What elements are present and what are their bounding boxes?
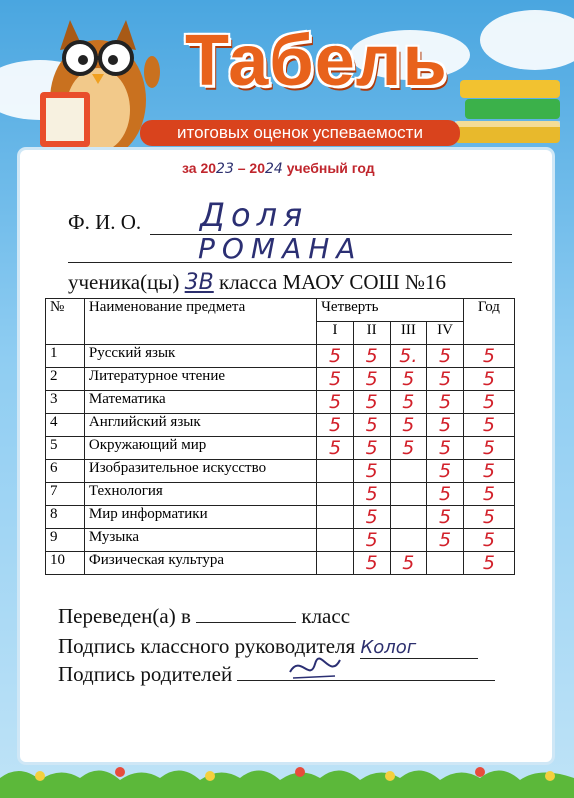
parent-signature-label: Подпись родителей — [58, 662, 233, 686]
academic-year — [182, 160, 375, 177]
grade-q2: 5 — [353, 437, 390, 460]
grade-q2: 5 — [353, 460, 390, 483]
grade-year: 5 — [463, 529, 514, 552]
grade-year: 5 — [463, 368, 514, 391]
books-illustration — [455, 75, 565, 150]
grade-q1 — [317, 529, 354, 552]
grade-q3: 5 — [390, 552, 427, 575]
grade-q3: 5 — [390, 437, 427, 460]
grade-q1 — [317, 460, 354, 483]
grade-q1: 5 — [317, 368, 354, 391]
grade-year: 5 — [463, 414, 514, 437]
transfer-line — [58, 604, 350, 629]
grade-year: 5 — [463, 460, 514, 483]
row-subject: Математика — [84, 391, 316, 414]
transfer-prefix: Переведен(а) в — [58, 604, 191, 628]
year-start: 23 — [216, 161, 234, 177]
header-q4: IV — [427, 322, 464, 345]
table-row — [46, 460, 515, 483]
header-q3: III — [390, 322, 427, 345]
grade-q4: 5 — [427, 529, 464, 552]
grade-q1 — [317, 483, 354, 506]
grade-q1 — [317, 506, 354, 529]
class-prefix: ученика(цы) — [68, 270, 180, 294]
row-num: 4 — [46, 414, 85, 437]
row-num: 10 — [46, 552, 85, 575]
grade-q3 — [390, 529, 427, 552]
table-row — [46, 368, 515, 391]
row-subject: Английский язык — [84, 414, 316, 437]
year-prefix: за 20 — [182, 160, 217, 176]
grade-q2: 5 — [353, 506, 390, 529]
grade-q4: 5 — [427, 345, 464, 368]
parent-signature — [285, 652, 345, 686]
grade-q1: 5 — [317, 391, 354, 414]
class-line — [68, 270, 446, 295]
grade-q4: 5 — [427, 506, 464, 529]
grade-q4: 5 — [427, 391, 464, 414]
subtitle-banner: итоговых оценок успеваемости — [140, 120, 460, 146]
table-row — [46, 506, 515, 529]
header-q1: I — [317, 322, 354, 345]
row-subject: Изобразительное искусство — [84, 460, 316, 483]
grade-q2: 5 — [353, 368, 390, 391]
grade-q3: 5 — [390, 368, 427, 391]
row-num: 8 — [46, 506, 85, 529]
fio-label: Ф. И. О. — [68, 210, 142, 234]
transfer-suffix: класс — [301, 604, 351, 628]
row-subject: Музыка — [84, 529, 316, 552]
teacher-signature-line — [58, 634, 478, 659]
row-num: 1 — [46, 345, 85, 368]
grade-q1: 5 — [317, 345, 354, 368]
row-subject: Окружающий мир — [84, 437, 316, 460]
grade-q1: 5 — [317, 437, 354, 460]
row-subject: Технология — [84, 483, 316, 506]
grade-q4: 5 — [427, 437, 464, 460]
grade-q3: 5 — [390, 414, 427, 437]
table-row — [46, 345, 515, 368]
grade-q4: 5 — [427, 368, 464, 391]
class-value: 3В — [184, 270, 214, 295]
grade-q4: 5 — [427, 483, 464, 506]
year-mid: – 20 — [237, 160, 265, 176]
grade-q3 — [390, 483, 427, 506]
grade-year: 5 — [463, 345, 514, 368]
grade-q2: 5 — [353, 414, 390, 437]
teacher-signature: Колог — [360, 637, 478, 659]
grade-q3: 5 — [390, 391, 427, 414]
year-suffix: учебный год — [286, 160, 375, 176]
table-row — [46, 552, 515, 575]
header-q2: II — [353, 322, 390, 345]
class-suffix: класса МАОУ СОШ №16 — [219, 270, 447, 294]
row-subject: Физическая культура — [84, 552, 316, 575]
owl-illustration — [20, 10, 170, 170]
header-quarter: Четверть — [317, 299, 464, 322]
grades-table — [45, 298, 515, 575]
table-row — [46, 437, 515, 460]
table-header-row — [46, 299, 515, 322]
document-title: Табель — [185, 21, 448, 101]
row-num: 9 — [46, 529, 85, 552]
parent-signature-blank — [237, 680, 495, 681]
student-surname: Доля — [200, 196, 309, 234]
row-subject: Мир информатики — [84, 506, 316, 529]
table-row — [46, 529, 515, 552]
row-num: 3 — [46, 391, 85, 414]
teacher-signature-label: Подпись классного руководителя — [58, 634, 356, 658]
grade-q2: 5 — [353, 345, 390, 368]
transfer-blank — [196, 622, 296, 623]
cloud — [480, 10, 574, 70]
row-num: 5 — [46, 437, 85, 460]
row-num: 7 — [46, 483, 85, 506]
grade-q3: 5. — [390, 345, 427, 368]
year-end: 24 — [265, 161, 283, 177]
grade-q2: 5 — [353, 483, 390, 506]
grade-year: 5 — [463, 552, 514, 575]
grade-q4 — [427, 552, 464, 575]
grade-year: 5 — [463, 483, 514, 506]
header-year: Год — [463, 299, 514, 345]
grade-q2: 5 — [353, 552, 390, 575]
table-row — [46, 414, 515, 437]
student-name: РОМАНА — [198, 232, 363, 265]
grade-q1 — [317, 552, 354, 575]
grade-year: 5 — [463, 437, 514, 460]
grade-q3 — [390, 460, 427, 483]
grade-year: 5 — [463, 506, 514, 529]
grade-q4: 5 — [427, 414, 464, 437]
header-num: № — [46, 299, 85, 345]
row-num: 6 — [46, 460, 85, 483]
grade-year: 5 — [463, 391, 514, 414]
grass-decoration — [0, 758, 574, 798]
grade-q2: 5 — [353, 391, 390, 414]
grade-q1: 5 — [317, 414, 354, 437]
row-num: 2 — [46, 368, 85, 391]
grade-q4: 5 — [427, 460, 464, 483]
row-subject: Русский язык — [84, 345, 316, 368]
grade-q2: 5 — [353, 529, 390, 552]
table-row — [46, 483, 515, 506]
header-subject: Наименование предмета — [84, 299, 316, 345]
table-row — [46, 391, 515, 414]
grade-q3 — [390, 506, 427, 529]
parent-signature-line — [58, 662, 495, 687]
row-subject: Литературное чтение — [84, 368, 316, 391]
